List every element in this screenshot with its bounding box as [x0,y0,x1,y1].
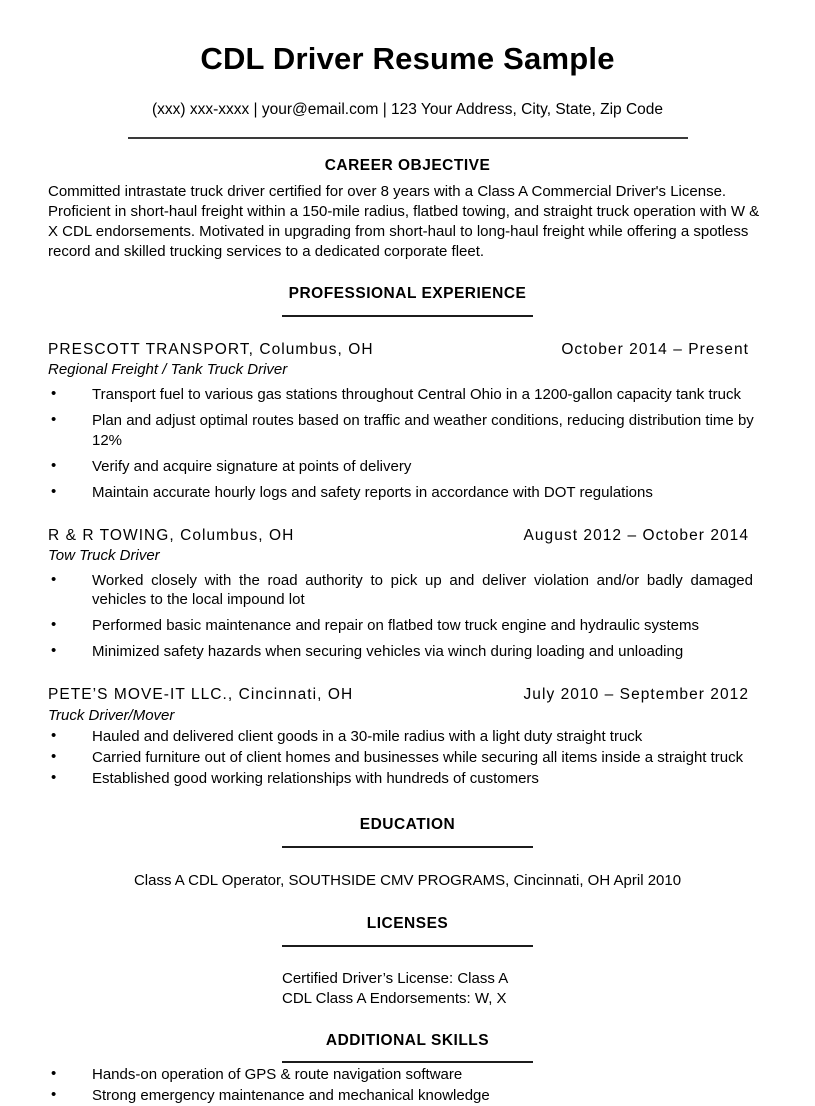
section-heading-objective: CAREER OBJECTIVE [324,156,491,174]
list-item: • Maintain accurate hourly logs and safety reports in accordance with DOT regulations [48,483,767,503]
list-item: • Verify and acquire signature at points of delivery [48,457,767,477]
experience-entry [48,662,767,789]
licenses-section [48,890,767,1008]
list-item: • Strong emergency maintenance and mechanical knowledge [48,1086,767,1106]
section-heading-licenses: LICENSES [366,915,449,933]
education-section [48,789,767,890]
career-objective-text: Committed intrastate truck driver certified for over 8 years with a Class A Commercial Driver's License. Proficient in short-haul freight within a 150-mile radius, flatbed towing, and straight truck operation with W & X CDL endorsements. Motivated in upgrading from short-haul to long-haul freight while offering a spotless record and skilled trucking services to a dedicated corporate fleet. [48,183,760,260]
career-objective-section [48,139,767,262]
list-item: • Carried furniture out of client homes and businesses while securing all items inside a straight truck [48,748,767,768]
list-item: • Performed basic maintenance and repair on flatbed tow truck engine and hydraulic systems [48,616,767,636]
experience-entry-header [48,340,767,359]
section-heading-education: EDUCATION [359,815,456,833]
employment-dates: July 2010 – September 2012 [523,686,749,704]
list-item: CDL Class A Endorsements: W, X [282,989,507,1007]
employment-dates: August 2012 – October 2014 [523,526,749,544]
employer-name: PETE’S MOVE-IT LLC., Cincinnati, OH [48,686,354,704]
experience-entry-header [48,526,767,545]
experience-bullet-list [48,380,767,503]
experience-bullet-list [48,566,767,663]
job-title: Truck Driver/Mover [48,706,175,724]
section-heading-skills: ADDITIONAL SKILLS [325,1031,490,1049]
list-item: • Established good working relationships with hundreds of customers [48,769,767,789]
list-item: • Transport fuel to various gas stations throughout Central Ohio in a 1200-gallon capacity tank truck [48,385,767,405]
list-item: • Minimized safety hazards when securing vehicles via winch during loading and unloading [48,642,767,662]
list-item: • Hauled and delivered client goods in a 30-mile radius with a light duty straight truck [48,727,767,747]
experience-entry-header [48,685,767,704]
employer-name: R & R TOWING, Columbus, OH [48,526,295,544]
list-item: Certified Driver’s License: Class A [282,969,509,987]
page-title: CDL Driver Resume Sample [200,41,615,76]
education-entry: Class A CDL Operator, SOUTHSIDE CMV PROGRAMS, Cincinnati, OH April 2010 [133,871,682,889]
job-title: Tow Truck Driver [48,547,160,564]
employer-name: PRESCOTT TRANSPORT, Columbus, OH [48,341,374,359]
section-heading-experience: PROFESSIONAL EXPERIENCE [288,285,527,303]
experience-entry [48,317,767,503]
licenses-list [282,947,533,1009]
employment-dates: October 2014 – Present [561,341,749,359]
job-title: Regional Freight / Tank Truck Driver [48,361,288,379]
skills-bullet-list [48,1063,767,1106]
additional-skills-section [48,1009,767,1106]
list-item: • Plan and adjust optimal routes based on traffic and weather conditions, reducing distribution time by 12% [48,411,767,451]
contact-line: (xxx) xxx-xxxx | your@email.com | 123 Your Address, City, State, Zip Code [151,101,664,119]
list-item: • Hands-on operation of GPS & route navigation software [48,1065,767,1085]
experience-entry [48,503,767,663]
professional-experience-section [48,261,767,788]
list-item: • Worked closely with the road authority to pick up and deliver violation and/or badly damaged vehicles to the local impound lot [48,571,767,611]
experience-bullet-list [48,725,767,789]
